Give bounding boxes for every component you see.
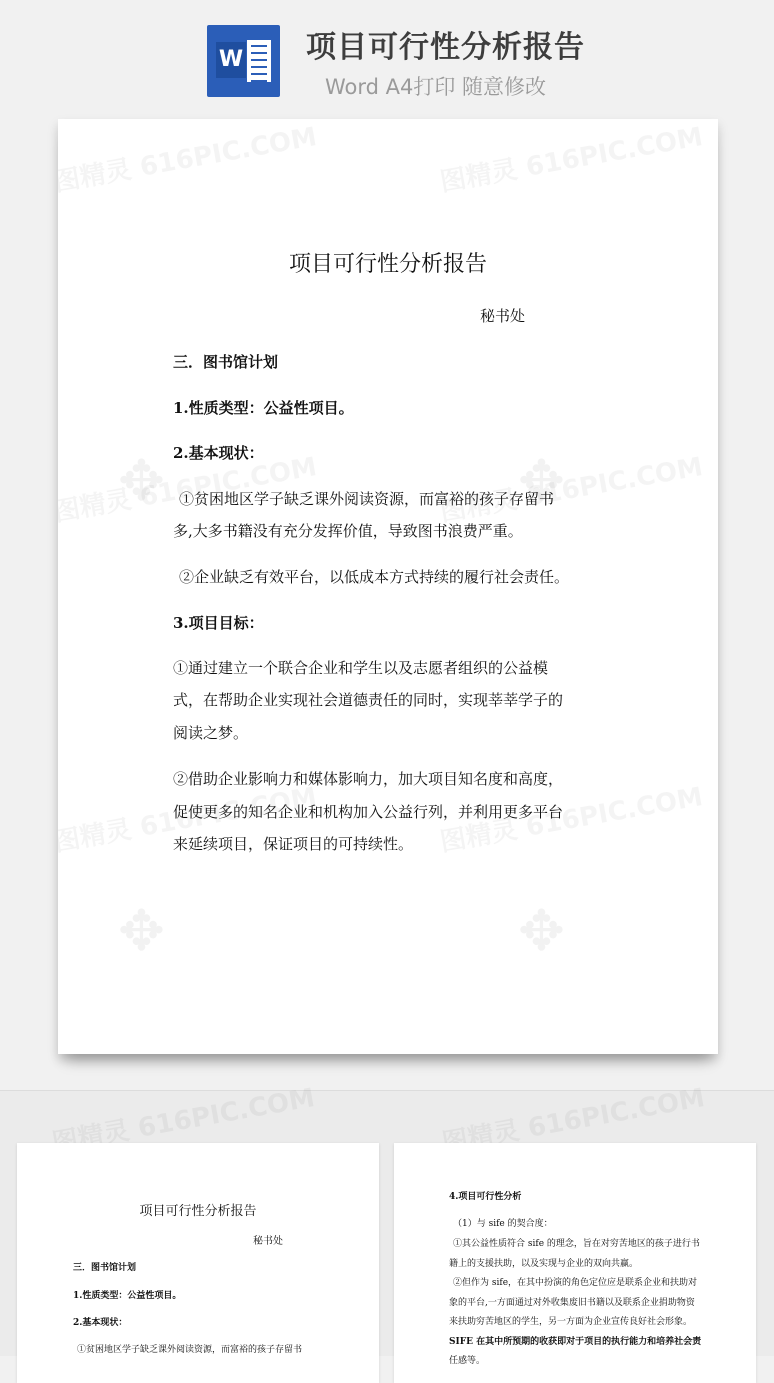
document-page: [58, 119, 718, 1054]
paragraph-line: 多,大多书籍没有充分发挥价值，导致图书浪费严重。: [173, 522, 523, 540]
preview-line: 2.基本现状：: [73, 1318, 128, 1328]
preview-line: 4.项目可行性分析: [449, 1192, 522, 1202]
word-letter: W: [216, 42, 246, 78]
paragraph-line: 来延续项目，保证项目的可持续性。: [173, 835, 414, 853]
word-lines-icon: [247, 40, 271, 82]
preview-title: 项目可行性分析报告: [139, 1204, 257, 1219]
paragraph-line: ②企业缺乏有效平台，以低成本方式持续的履行社会责任。: [179, 568, 570, 586]
preview-line: ①贫困地区学子缺乏课外阅读资源，而富裕的孩子存留书: [77, 1345, 303, 1355]
preview-line: 三．图书馆计划: [73, 1263, 137, 1273]
document-title: 项目可行性分析报告: [288, 252, 487, 277]
paragraph-line: 3.项目目标：: [173, 614, 264, 632]
preview-line: （1）与 sife 的契合度：: [453, 1219, 553, 1229]
preview-line: 1.性质类型：公益性项目。: [73, 1291, 182, 1301]
word-icon: [207, 25, 280, 97]
preview-line: 籍上的支援扶助，以及实现与企业的双向共赢。: [449, 1259, 639, 1269]
watermark-paw-icon: ✥: [118, 449, 165, 514]
paragraph-line: 式，在帮助企业实现社会道德责任的同时，实现莘莘学子的: [173, 691, 564, 709]
preview-line: 来扶助穷苦地区的学生，另一方面为企业宣传良好社会形象。: [449, 1317, 693, 1327]
preview-line: 象的平台,一方面通过对外收集废旧书籍以及联系企业捐助物资: [449, 1298, 695, 1308]
paragraph-line: ①通过建立一个联合企业和学生以及志愿者组织的公益模: [173, 659, 549, 677]
header-subtitle: Word A4打印 随意修改: [325, 75, 547, 99]
section-heading: 三．图书馆计划: [173, 353, 279, 371]
watermark-paw-icon: ✥: [518, 899, 565, 964]
paragraph-line: 促使更多的知名企业和机构加入公益行列，并利用更多平台: [173, 803, 564, 821]
watermark-paw-icon: ✥: [118, 899, 165, 964]
paragraph-line: ①贫困地区学子缺乏课外阅读资源，而富裕的孩子存留书: [179, 490, 555, 508]
preview-line: 任感等。: [449, 1356, 486, 1366]
preview-page-left: [17, 1143, 379, 1383]
preview-line: ①其公益性质符合 sife 的理念，旨在对穷苦地区的孩子进行书: [453, 1239, 700, 1249]
header-banner: [0, 0, 774, 110]
paragraph-line: 阅读之梦。: [173, 724, 249, 742]
paragraph-line: 1.性质类型：公益性项目。: [173, 399, 354, 417]
paragraph-line: ②借助企业影响力和媒体影响力，加大项目知名度和高度，: [173, 770, 564, 788]
preview-line: ②但作为 sife，在其中扮演的角色定位应是联系企业和扶助对: [453, 1278, 698, 1288]
divider: [0, 1090, 774, 1091]
document-author: 秘书处: [480, 307, 526, 325]
watermark: [58, 119, 319, 199]
preview-page-right: [394, 1143, 756, 1383]
preview-author: 秘书处: [253, 1236, 283, 1247]
watermark: [437, 119, 705, 199]
preview-line: SIFE 在其中所预期的收获即对于项目的执行能力和培养社会责: [449, 1337, 702, 1347]
watermark-paw-icon: ✥: [518, 449, 565, 514]
paragraph-line: 2.基本现状：: [173, 444, 264, 462]
header-title: 项目可行性分析报告: [306, 30, 585, 65]
